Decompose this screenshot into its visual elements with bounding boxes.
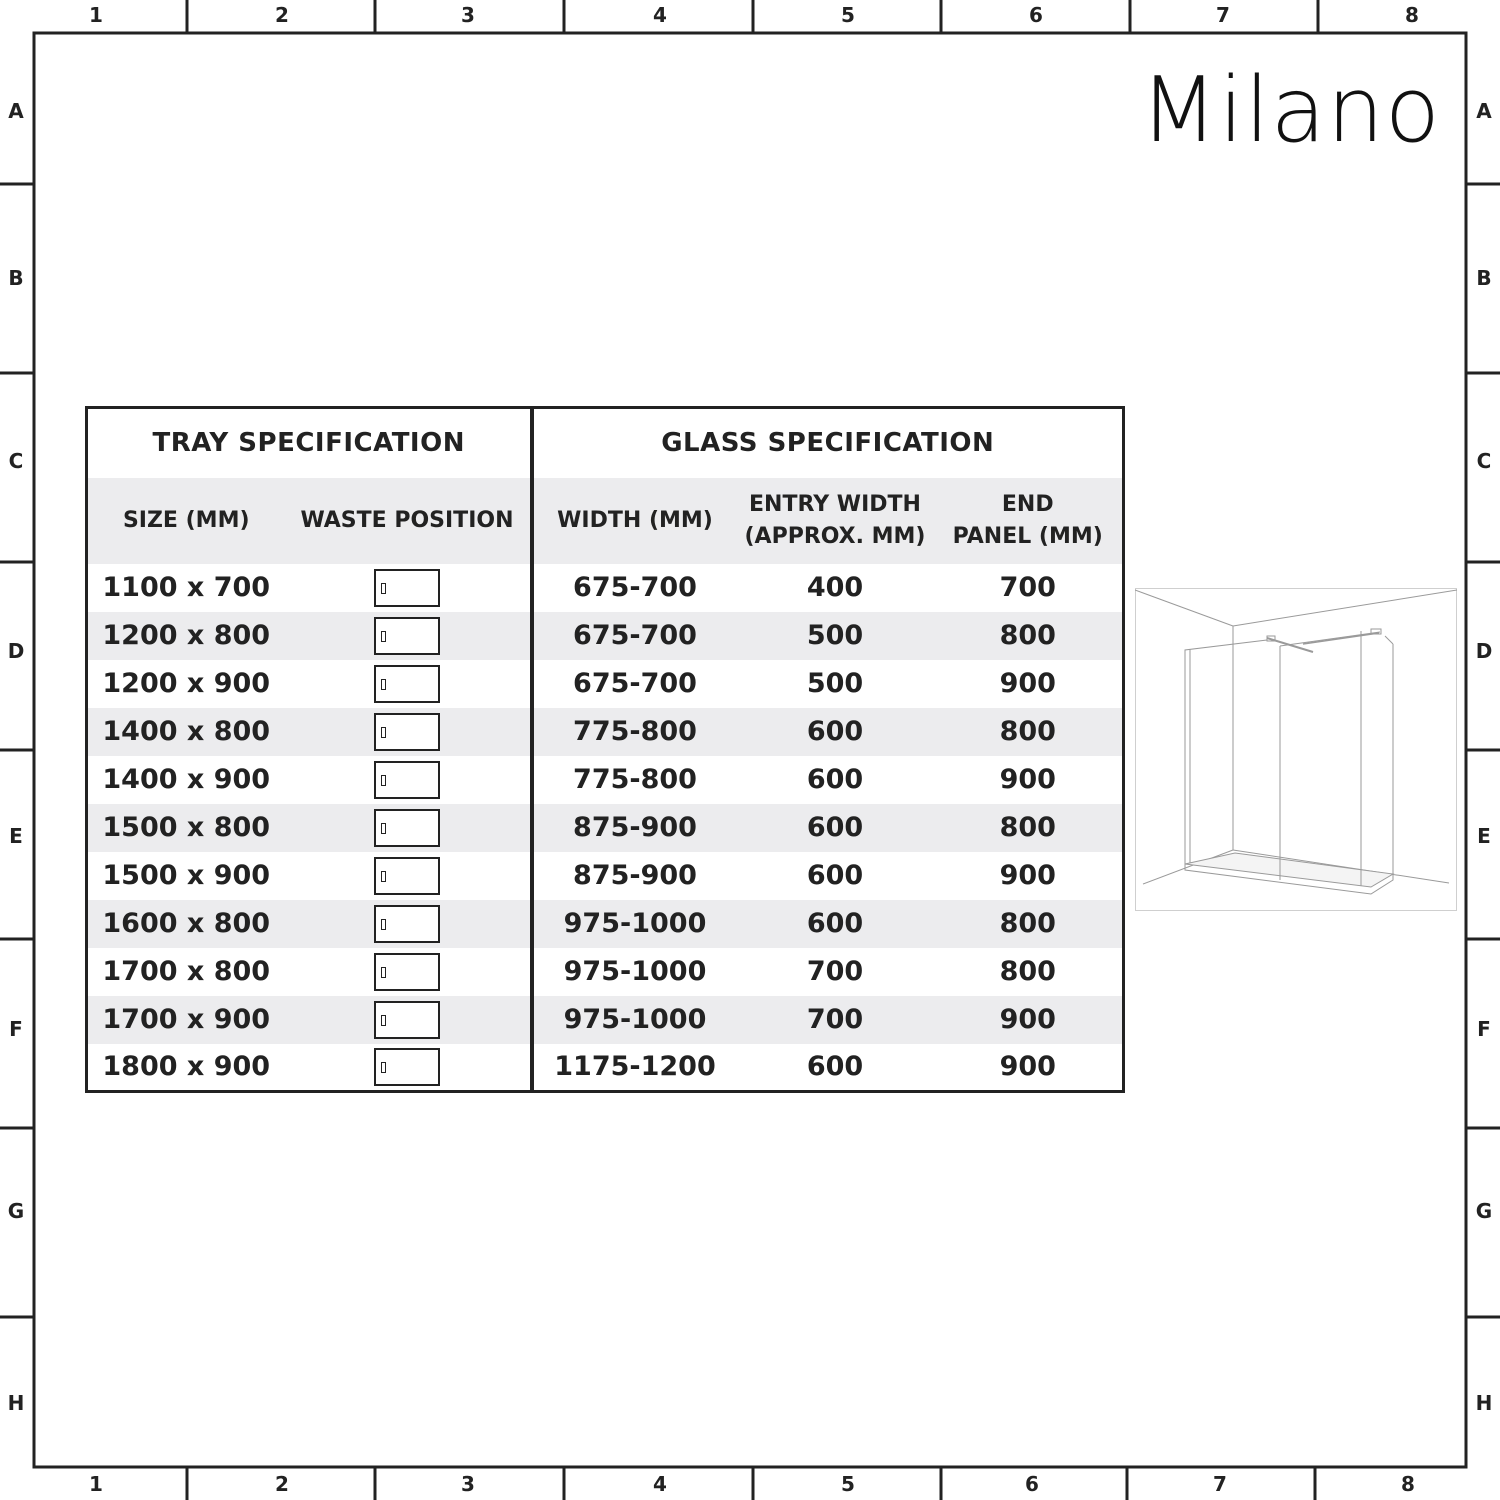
column-label-top: 5 (841, 3, 855, 27)
entry-width-header-line1: ENTRY WIDTH (749, 491, 921, 517)
waste-position-icon (374, 809, 440, 847)
entry-width-cell: 500 (737, 612, 934, 660)
specification-table (85, 406, 1125, 1093)
end-panel-cell: 900 (934, 996, 1124, 1044)
row-label-right: G (1475, 1199, 1493, 1223)
row-label-left: C (8, 449, 24, 473)
waste-position-icon (374, 905, 440, 943)
glass-width-cell: 875-900 (532, 804, 737, 852)
waste-position-icon (374, 569, 440, 607)
waste-position-cell (285, 564, 532, 612)
end-panel-header (934, 478, 1124, 564)
end-panel-header-line1: END (1001, 491, 1054, 517)
drain-marker-icon (381, 727, 386, 738)
size-header: SIZE (MM) (87, 478, 285, 564)
end-panel-cell: 800 (934, 708, 1124, 756)
waste-position-header: WASTE POSITION (285, 478, 532, 564)
column-label-bottom: 4 (653, 1472, 667, 1496)
entry-width-cell: 600 (806, 764, 864, 795)
glass-specification-title: GLASS SPECIFICATION (532, 408, 1124, 478)
column-label-bottom: 8 (1401, 1472, 1415, 1496)
entry-width-cell: 400 (806, 572, 864, 603)
specification-rows (87, 564, 1124, 1092)
drain-marker-icon (381, 1062, 386, 1073)
row-label-right: F (1477, 1017, 1491, 1041)
tray-size-cell: 1100 x 700 (102, 572, 271, 603)
end-panel-cell: 800 (934, 612, 1124, 660)
table-row (87, 708, 1124, 756)
row-label-right: A (1476, 99, 1492, 123)
entry-width-header-line2: (APPROX. MM) (744, 523, 926, 549)
milano-logo: Milano (1140, 58, 1441, 163)
table-row (87, 756, 1124, 804)
entry-width-header (737, 478, 934, 564)
drain-marker-icon (381, 967, 386, 978)
column-label-bottom: 7 (1213, 1472, 1227, 1496)
end-panel-cell: 700 (999, 572, 1056, 603)
glass-width-cell: 975-1000 (532, 900, 737, 948)
column-header-row (87, 478, 1124, 564)
end-panel-cell: 900 (999, 764, 1056, 795)
waste-position-icon (374, 761, 440, 799)
drain-marker-icon (381, 775, 386, 786)
row-label-left: D (7, 639, 25, 663)
waste-position-icon (374, 617, 440, 655)
glass-width-cell: 675-700 (532, 612, 737, 660)
waste-position-cell (285, 948, 532, 996)
table-row (87, 660, 1124, 708)
column-label-bottom: 5 (841, 1472, 855, 1496)
tray-size-cell: 1600 x 800 (87, 900, 285, 948)
tray-size-cell: 1800 x 900 (102, 1051, 271, 1083)
waste-position-icon (374, 953, 440, 991)
tray-size-cell: 1400 x 900 (102, 764, 271, 795)
waste-position-cell (285, 1044, 532, 1092)
drain-marker-icon (381, 871, 386, 882)
column-label-top: 2 (275, 3, 289, 27)
column-label-top: 6 (1029, 3, 1043, 27)
entry-width-cell: 600 (806, 860, 864, 891)
waste-position-cell (285, 852, 532, 900)
table-row (87, 1044, 1124, 1092)
row-label-left: A (8, 99, 24, 123)
table-row (87, 948, 1124, 996)
waste-position-icon (374, 665, 440, 703)
column-label-bottom: 1 (89, 1472, 103, 1496)
column-label-top: 1 (89, 3, 103, 27)
end-panel-cell: 900 (999, 1051, 1056, 1083)
tray-size-cell: 1500 x 900 (102, 860, 271, 891)
tray-size-cell: 1700 x 800 (102, 956, 271, 987)
row-label-left: H (7, 1391, 25, 1415)
waste-position-cell (285, 804, 532, 852)
tray-size-cell: 1500 x 800 (87, 804, 285, 852)
glass-width-cell: 975-1000 (532, 996, 737, 1044)
column-label-top: 3 (461, 3, 475, 27)
waste-position-icon (374, 713, 440, 751)
column-label-top: 7 (1216, 3, 1230, 27)
glass-width-cell: 675-700 (573, 668, 697, 699)
column-label-bottom: 3 (461, 1472, 475, 1496)
row-label-right: E (1477, 824, 1491, 848)
walk-in-shower-enclosure-drawing (1135, 588, 1457, 911)
entry-width-cell: 600 (737, 708, 934, 756)
table-row (87, 612, 1124, 660)
column-label-top: 4 (653, 3, 667, 27)
drain-marker-icon (381, 631, 386, 642)
drain-marker-icon (381, 919, 386, 930)
row-label-left: G (7, 1199, 25, 1223)
tray-size-cell: 1200 x 800 (87, 612, 285, 660)
end-panel-header-line2: PANEL (MM) (952, 523, 1103, 549)
entry-width-cell: 700 (806, 956, 864, 987)
drain-marker-icon (381, 679, 386, 690)
waste-position-cell (285, 756, 532, 804)
width-header: WIDTH (MM) (532, 478, 737, 564)
end-panel-cell: 800 (934, 900, 1124, 948)
table-row (87, 996, 1124, 1044)
drain-marker-icon (381, 1015, 386, 1026)
row-label-left: E (9, 824, 23, 848)
table-row (87, 900, 1124, 948)
glass-width-cell: 975-1000 (563, 956, 707, 987)
glass-width-cell: 775-800 (573, 764, 697, 795)
glass-width-cell: 875-900 (573, 860, 697, 891)
row-label-right: D (1475, 639, 1493, 663)
row-label-right: B (1476, 266, 1492, 290)
end-panel-cell: 800 (934, 804, 1124, 852)
entry-width-cell: 600 (806, 1051, 864, 1083)
column-label-bottom: 2 (275, 1472, 289, 1496)
row-label-left: B (8, 266, 24, 290)
entry-width-cell: 600 (737, 900, 934, 948)
tray-specification-title: TRAY SPECIFICATION (87, 408, 532, 478)
table-row (87, 804, 1124, 852)
end-panel-cell: 900 (999, 668, 1056, 699)
entry-width-cell: 700 (737, 996, 934, 1044)
row-label-left: F (9, 1017, 23, 1041)
waste-position-icon (374, 1001, 440, 1039)
waste-position-cell (285, 996, 532, 1044)
tray-size-cell: 1400 x 800 (87, 708, 285, 756)
row-label-right: H (1475, 1391, 1493, 1415)
waste-position-icon (374, 857, 440, 895)
waste-position-cell (285, 660, 532, 708)
waste-position-icon (374, 1048, 440, 1086)
tray-size-cell: 1200 x 900 (102, 668, 271, 699)
entry-width-cell: 600 (737, 804, 934, 852)
table-row (87, 852, 1124, 900)
glass-width-cell: 1175-1200 (554, 1051, 716, 1083)
waste-position-cell (285, 708, 532, 756)
waste-position-cell (285, 900, 532, 948)
drain-marker-icon (381, 583, 386, 594)
tray-size-cell: 1700 x 900 (87, 996, 285, 1044)
column-label-bottom: 6 (1025, 1472, 1039, 1496)
section-title-row (87, 408, 1124, 478)
entry-width-cell: 500 (806, 668, 864, 699)
end-panel-cell: 800 (999, 956, 1056, 987)
end-panel-cell: 900 (999, 860, 1056, 891)
waste-position-cell (285, 612, 532, 660)
column-label-top: 8 (1405, 3, 1419, 27)
table-row (87, 564, 1124, 612)
drain-marker-icon (381, 823, 386, 834)
glass-width-cell: 675-700 (573, 572, 697, 603)
glass-width-cell: 775-800 (532, 708, 737, 756)
row-label-right: C (1476, 449, 1492, 473)
